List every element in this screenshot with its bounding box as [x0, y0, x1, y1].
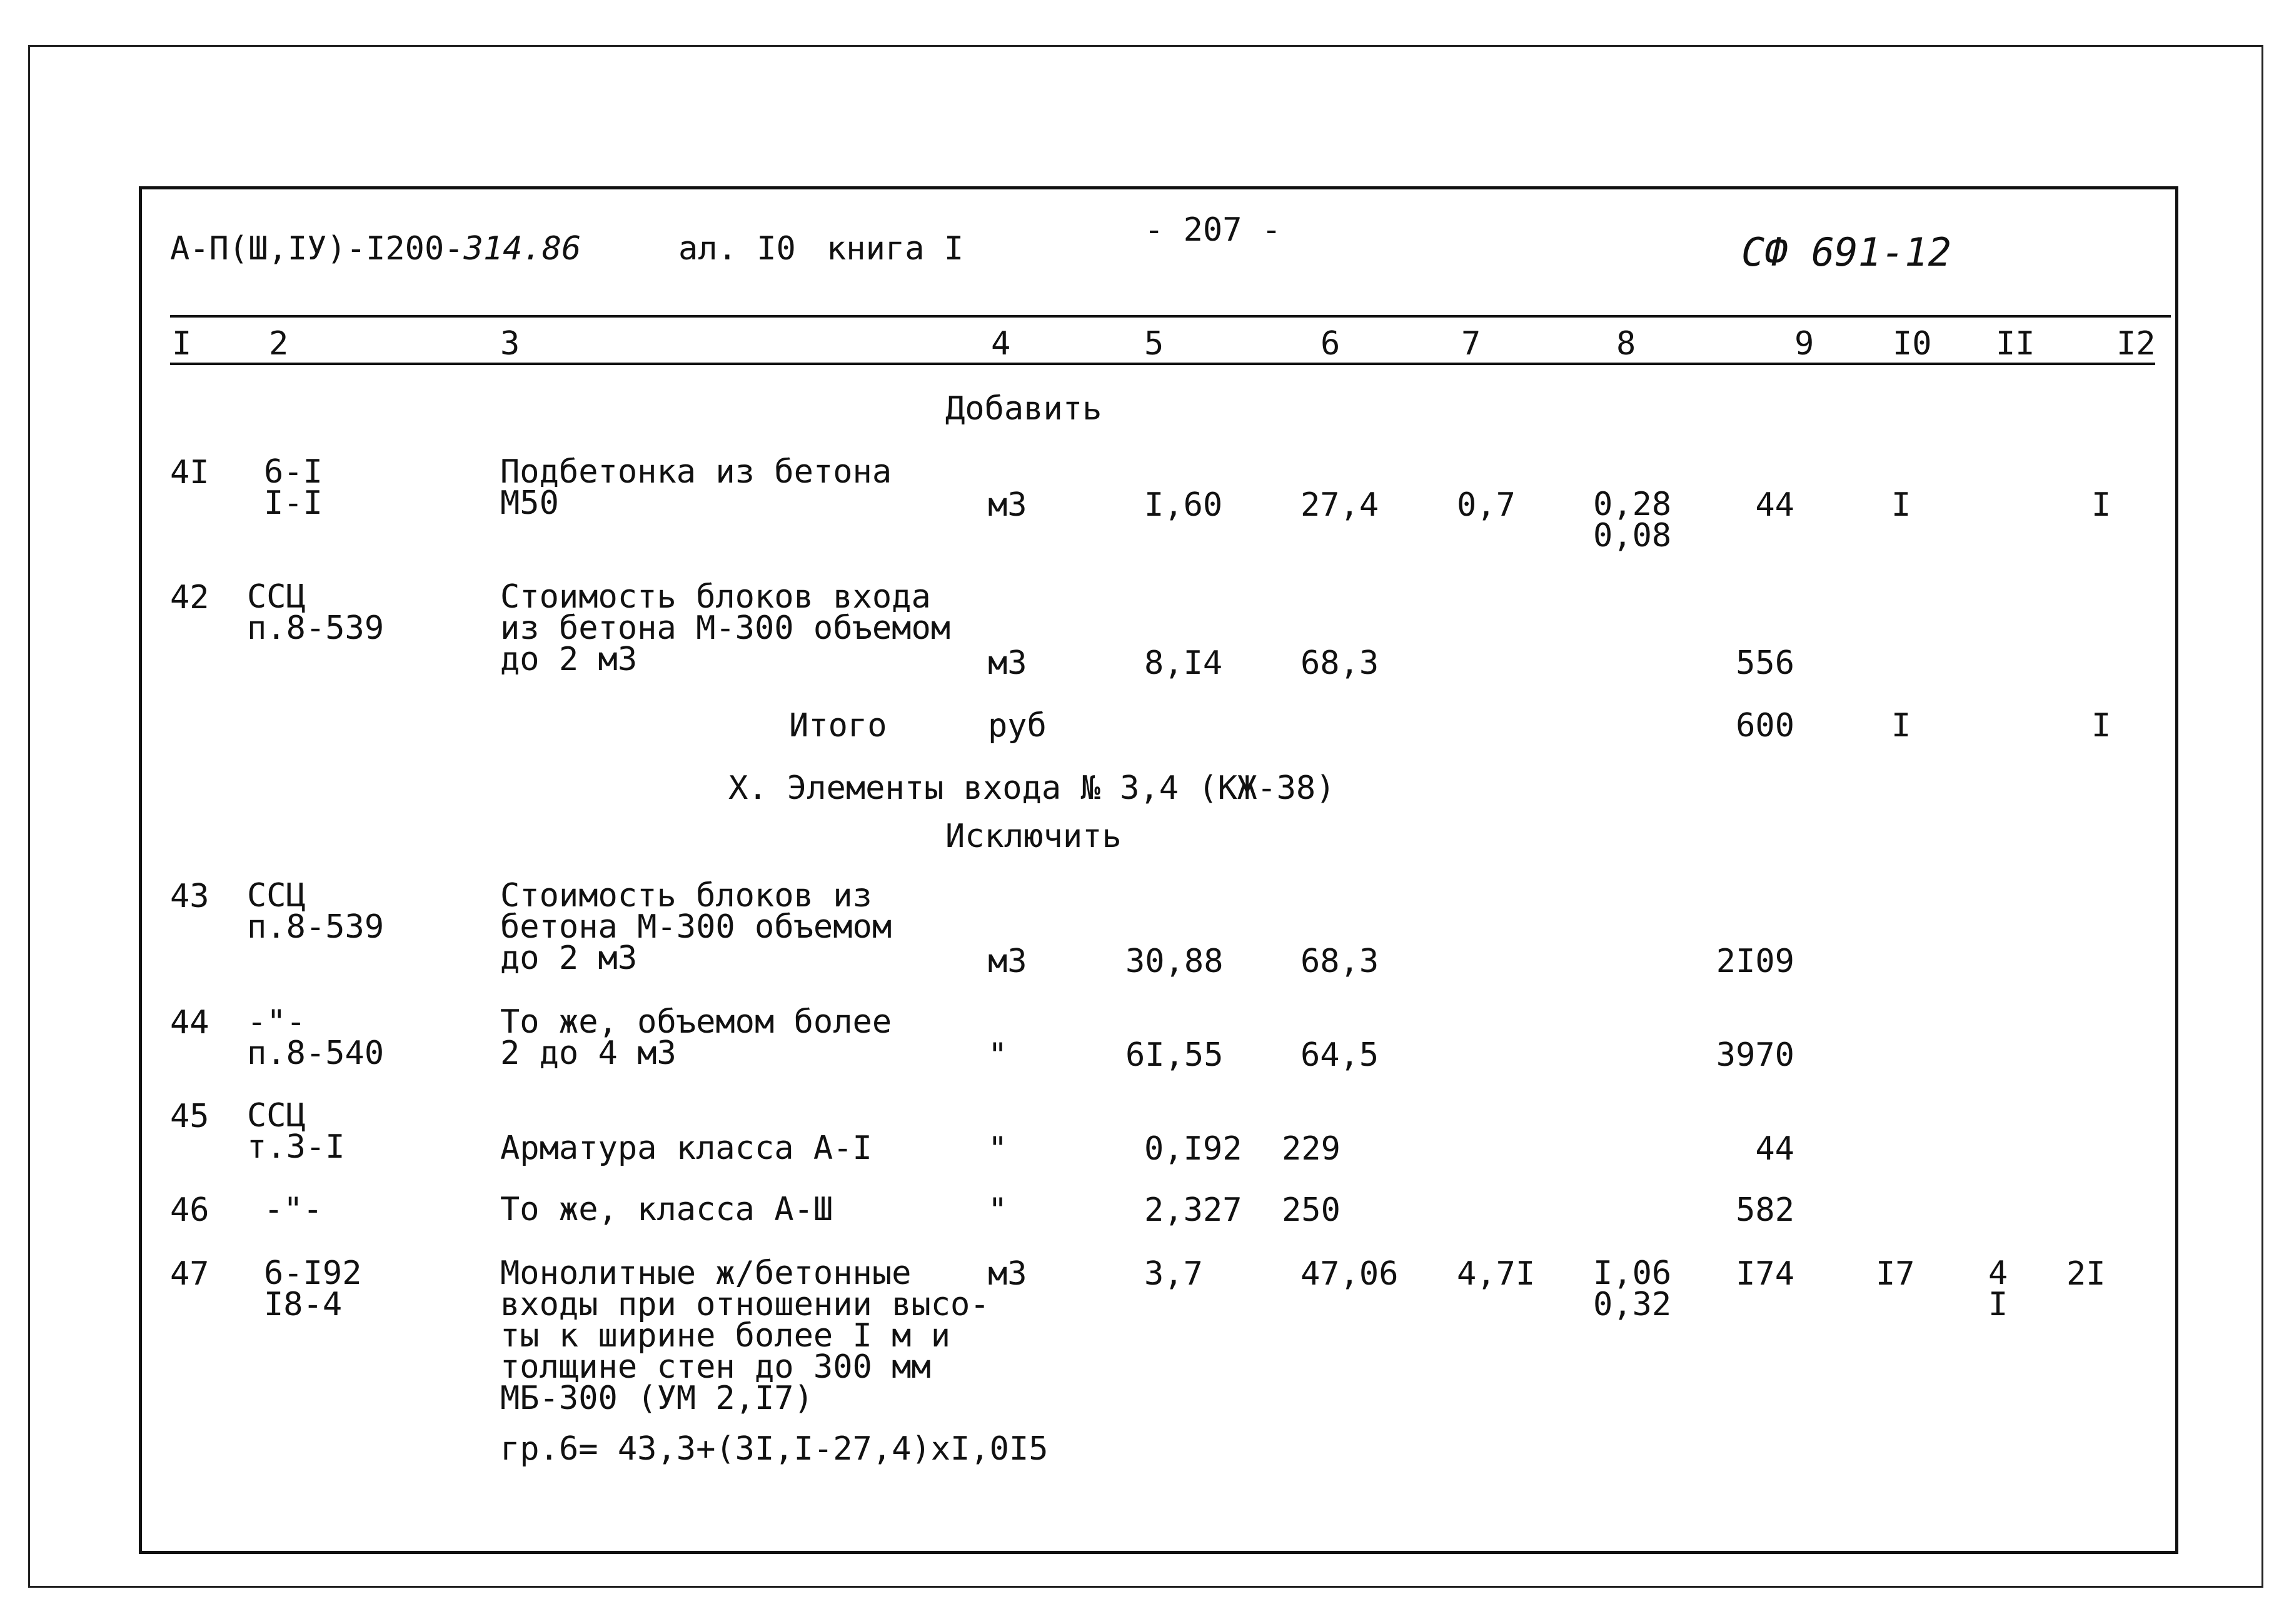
col-header-2: 2: [269, 325, 289, 363]
col-header-12: I2: [2116, 325, 2156, 363]
row-code: -"- п.8-540: [247, 1003, 385, 1072]
row-number: 45: [170, 1098, 209, 1135]
row-col7: 4,7I: [1457, 1255, 1536, 1293]
row-unit: м3: [988, 486, 1027, 524]
row-number: 4I: [170, 454, 209, 491]
subtotal-col12: I: [2091, 707, 2111, 744]
header-top-rule: [170, 315, 2171, 318]
album-number: ал. I0: [678, 230, 796, 268]
row-code: 6-I I-I: [264, 453, 323, 522]
row-qty: 8,I4: [1144, 644, 1223, 682]
row-code: -"-: [264, 1191, 323, 1228]
row-name: Подбетонка из бетона М50: [500, 453, 892, 522]
document-code: А-П(Ш,IУ)-I200-314.86: [170, 230, 581, 268]
col-header-6: 6: [1321, 325, 1341, 363]
col-header-9: 9: [1794, 325, 1814, 363]
col-header-8: 8: [1616, 325, 1636, 363]
row-name: Стоимость блоков входа из бетона М-300 объемом до 2 м3: [500, 578, 951, 678]
page-number: - 207 -: [1144, 211, 1282, 249]
row-number: 42: [170, 579, 209, 616]
row-code: 6-I92 I8-4: [264, 1255, 362, 1323]
row-qty: 6I,55: [1125, 1036, 1224, 1074]
header-bottom-rule: [170, 363, 2155, 365]
row-price: 64,5: [1300, 1036, 1379, 1074]
formula-note: гр.6= 43,3+(3I,I-27,4)xI,0I5: [500, 1430, 1049, 1468]
row-total: 3970: [1716, 1036, 1794, 1074]
row-qty: 3,7: [1144, 1255, 1203, 1293]
row-col8: 0,28 0,08: [1593, 486, 1672, 554]
row-code: ССЦ п.8-539: [247, 877, 385, 946]
row-col12: I: [2091, 486, 2111, 524]
row-col8: I,06 0,32: [1593, 1255, 1672, 1323]
row-unit: м3: [988, 644, 1027, 682]
row-name: Стоимость блоков из бетона М-300 объемом до 2 м3: [500, 877, 892, 977]
row-total: 2I09: [1716, 943, 1794, 980]
section-exclude-heading: Исключить: [945, 818, 1122, 855]
col-header-4: 4: [991, 325, 1011, 363]
row-price: 68,3: [1300, 943, 1379, 980]
section-x-heading: Х. Элементы входа № 3,4 (КЖ-38): [728, 769, 1336, 807]
col-header-5: 5: [1144, 325, 1164, 363]
row-qty: I,60: [1144, 486, 1223, 524]
row-number: 46: [170, 1191, 209, 1229]
row-total: I74: [1736, 1255, 1794, 1293]
row-price: 229: [1282, 1130, 1341, 1168]
col-header-3: 3: [500, 325, 520, 363]
row-code: ССЦ т.3-I: [247, 1097, 345, 1166]
book-number: книга I: [827, 230, 964, 268]
row-price: 27,4: [1300, 486, 1379, 524]
handwritten-code-suffix: 314.86: [463, 230, 581, 268]
subtotal-unit: руб: [988, 707, 1047, 744]
row-col7: 0,7: [1457, 486, 1516, 524]
row-col10: I: [1891, 486, 1911, 524]
row-unit: м3: [988, 1255, 1027, 1293]
row-col10: I7: [1876, 1255, 1915, 1293]
row-price: 68,3: [1300, 644, 1379, 682]
row-unit: ": [988, 1036, 1008, 1074]
row-price: 47,06: [1300, 1255, 1399, 1293]
row-total: 44: [1755, 1130, 1794, 1168]
row-number: 43: [170, 878, 209, 915]
section-add-heading: Добавить: [945, 390, 1102, 428]
col-header-11: II: [1996, 325, 2035, 363]
handwritten-stamp: СФ 691-12: [1741, 229, 1951, 275]
row-unit: ": [988, 1130, 1008, 1168]
subtotal-col10: I: [1891, 707, 1911, 744]
row-name: То же, класса А-Ш: [500, 1191, 833, 1228]
subtotal-total: 600: [1736, 707, 1794, 744]
row-number: 44: [170, 1004, 209, 1041]
subtotal-label: Итого: [789, 707, 887, 744]
col-header-7: 7: [1461, 325, 1481, 363]
row-code: ССЦ п.8-539: [247, 578, 385, 647]
row-qty: 30,88: [1125, 943, 1224, 980]
row-col11: 4 I: [1988, 1255, 2008, 1323]
row-price: 250: [1282, 1191, 1341, 1229]
row-qty: 2,327: [1144, 1191, 1242, 1229]
col-header-10: I0: [1893, 325, 1932, 363]
document-frame: [139, 186, 2178, 1554]
row-name: Арматура класса А-I: [500, 1130, 872, 1167]
row-total: 44: [1755, 486, 1794, 524]
row-qty: 0,I92: [1144, 1130, 1242, 1168]
row-unit: ": [988, 1191, 1008, 1229]
row-col12: 2I: [2066, 1255, 2106, 1293]
row-name: То же, объемом более 2 до 4 м3: [500, 1003, 892, 1072]
row-name: Монолитные ж/бетонные входы при отношении высо- ты к ширине более I м и толщине стен до 300 мм МБ-300 (УМ 2,I7): [500, 1255, 990, 1417]
row-number: 47: [170, 1255, 209, 1293]
row-total: 556: [1736, 644, 1794, 682]
row-total: 582: [1736, 1191, 1794, 1229]
col-header-1: I: [172, 325, 192, 363]
row-unit: м3: [988, 943, 1027, 980]
